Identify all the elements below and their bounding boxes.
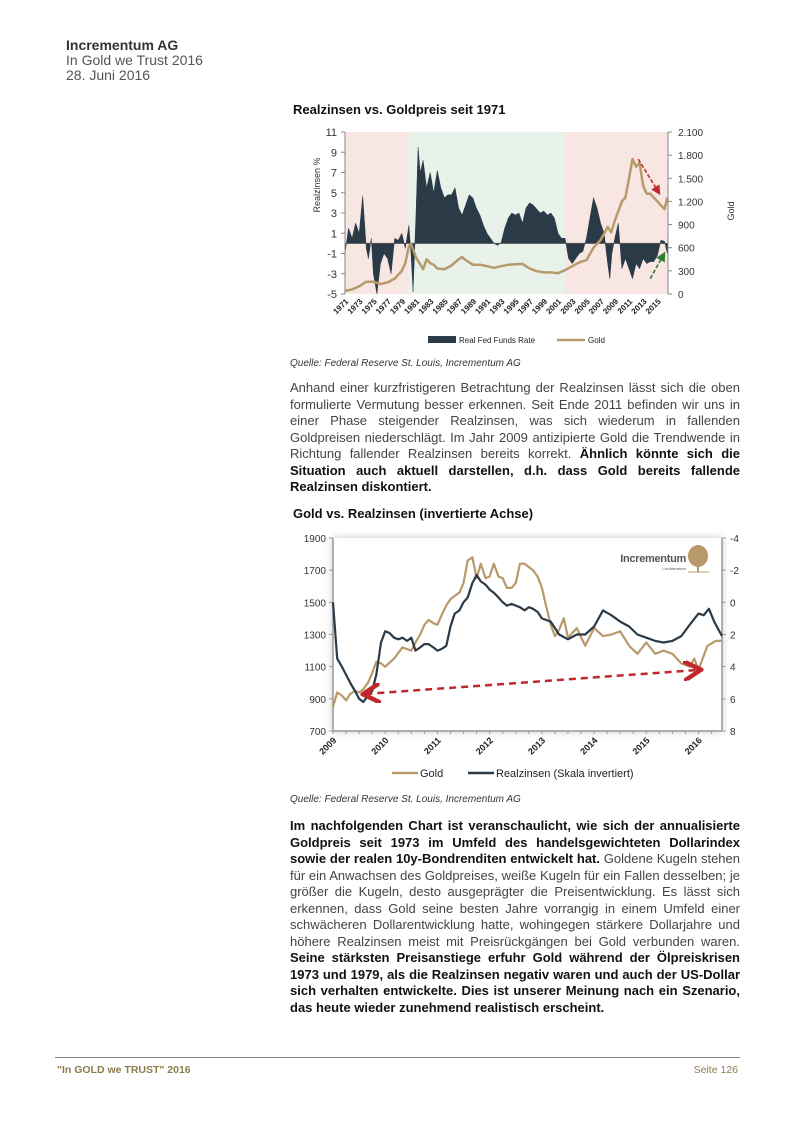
chart1-y-tick-label: 7 [330, 167, 337, 180]
chart1-y2-tick-label: 1.800 [678, 151, 704, 163]
chart2-y-tick-label: 700 [309, 727, 326, 738]
chart1-x-tick-label: 2015 [643, 297, 663, 316]
chart2-title: Gold vs. Realzinsen (invertierte Achse) [293, 506, 534, 521]
chart2-y-tick-label: 1500 [303, 598, 326, 610]
chart2-x-tick-label: 2013 [526, 735, 548, 757]
chart1-x-tick-label: 1987 [445, 297, 464, 316]
chart1-y-tick-label: -1 [327, 248, 337, 261]
chart1-y2-tick-label: 1.500 [678, 174, 704, 186]
publication-title: In Gold we Trust 2016 [66, 52, 203, 68]
chart1-y2-tick-label: 2.100 [678, 128, 704, 139]
company-name: Incrementum AG [66, 37, 179, 53]
chart2-y2-tick-label: 8 [730, 727, 736, 738]
chart2-y-tick-label: 900 [309, 694, 326, 706]
chart1-y2-tick-label: 1.200 [678, 197, 704, 209]
chart1-y-tick-label: 5 [330, 187, 337, 200]
chart1-x-tick-label: 1983 [416, 297, 436, 316]
chart1-x-tick-label: 2007 [587, 297, 606, 316]
chart1-source: Quelle: Federal Reserve St. Louis, Incrementum AG [290, 358, 521, 369]
chart2-source: Quelle: Federal Reserve St. Louis, Incrementum AG [290, 794, 521, 805]
paragraph-1-bold: Ähnlich könnte sich die Situation auch aktuell darstellen, d.h. dass Gold bereits fallende Realzinsen diskontiert. [290, 446, 740, 494]
tree-trunk-icon [697, 564, 699, 572]
chart2-legend-label-gold: Gold [420, 768, 444, 780]
chart1-x-tick-label: 2005 [572, 297, 592, 316]
paragraph-1 [290, 380, 740, 496]
chart2-x-tick-label: 2014 [578, 735, 600, 757]
chart1-x-tick-label: 1979 [388, 297, 408, 316]
chart1-y-tick-label: 9 [330, 147, 337, 160]
chart2-y2-tick-label: 0 [730, 598, 736, 610]
paragraph-1-text: Anhand einer kurzfristigeren Betrachtung der Realzinsen lässt sich die oben formulierte Vermutung besser erkennen. Seit Ende 2011 befinden wir uns in einer Phase steigender Realzinsen, was sich wiederum in fallenden Goldpreisen niederschlägt. Im Jahr 2009 antizipierte Gold die Trendwende in Richtung fallender Realzinsen bereits korrekt. [290, 380, 740, 461]
chart2-y2-tick-label: -2 [730, 566, 739, 578]
chart1-x-tick-label: 1975 [359, 297, 379, 316]
chart1-x-tick-label: 1985 [430, 297, 450, 316]
paragraph-2 [290, 818, 740, 1016]
publication-date: 28. Juni 2016 [66, 67, 151, 83]
chart1-x-tick-label: 1991 [473, 297, 493, 316]
paragraph-2-bold-conclusion: Seine stärksten Preisanstiege erfuhr Gold während der Ölpreiskrisen 1973 und 1979, als die Realzinsen negativ waren und auch der US-Dollar sich verhalten entwickelte. Dies ist unserer Meinung nach ein Szenario, das heute wieder zunehmend realistisch erscheint. [290, 950, 740, 1015]
chart2-x-tick-label: 2015 [630, 735, 652, 757]
tree-icon [688, 545, 708, 567]
chart2-x-tick-label: 2010 [369, 735, 391, 757]
chart1-y-tick-label: 1 [330, 228, 337, 241]
chart1-y2-tick-label: 0 [678, 290, 684, 301]
chart1-x-tick-label: 1989 [459, 297, 479, 316]
chart1-legend-label-gold: Gold [588, 336, 605, 345]
chart1-y-tick-label: 11 [325, 127, 337, 139]
chart1-x-tick-label: 1993 [487, 297, 507, 316]
chart2-legend-label-realzinsen: Realzinsen (Skala invertiert) [496, 768, 634, 780]
chart1-x-tick-label: 2009 [601, 297, 621, 316]
document-header [66, 38, 203, 83]
chart1-y2-tick-label: 300 [678, 266, 695, 278]
chart1-x-tick-label: 1981 [402, 297, 422, 316]
chart1-realzinsen-vs-gold [290, 122, 760, 362]
chart1-y-tick-label: 3 [330, 208, 337, 220]
chart2-y2-tick-label: -4 [730, 534, 739, 545]
chart2-y-tick-label: 1300 [303, 630, 326, 642]
chart1-x-tick-label: 1997 [516, 297, 535, 316]
logo-subtitle: Liechtenstein [662, 566, 686, 571]
chart2-x-tick-label: 2016 [682, 735, 704, 757]
chart1-x-tick-label: 1977 [374, 297, 394, 316]
chart1-y2-axis-label: Gold [726, 201, 736, 221]
chart2-y-tick-label: 1900 [303, 534, 326, 545]
chart2-gold-vs-realzinsen [288, 528, 758, 790]
chart2-x-tick-label: 2009 [317, 735, 339, 757]
chart1-y2-tick-label: 900 [678, 220, 695, 232]
footer-divider [55, 1057, 740, 1058]
chart1-title: Realzinsen vs. Goldpreis seit 1971 [293, 102, 506, 117]
footer-page-number: Seite 126 [693, 1064, 738, 1076]
chart1-y2-tick-label: 600 [678, 243, 695, 255]
chart1-x-tick-label: 2003 [558, 297, 578, 316]
chart2-y-tick-label: 1100 [304, 662, 326, 674]
chart1-legend-swatch-real-rate [428, 336, 456, 343]
chart1-x-tick-label: 1999 [530, 297, 550, 316]
chart2-y2-tick-label: 6 [730, 694, 736, 706]
chart2-y2-tick-label: 2 [730, 630, 736, 642]
chart1-y-axis-label: Realzinsen % [312, 157, 322, 213]
chart2-y2-tick-label: 4 [730, 662, 736, 674]
chart1-y-tick-label: -3 [327, 268, 337, 281]
chart1-x-tick-label: 1995 [501, 297, 521, 316]
chart2-y-tick-label: 1700 [303, 566, 326, 578]
chart1-x-tick-label: 2013 [629, 297, 649, 316]
chart2-x-tick-label: 2011 [421, 735, 443, 757]
chart1-x-tick-label: 1973 [345, 297, 365, 316]
paragraph-2-text: Goldene Kugeln stehen für ein Anwachsen des Goldpreises, weiße Kugeln für ein Fallen desselben; je größer die Kugeln, desto ausgeprägter die Preisentwicklung. Es lässt sich erkennen, dass Gold seine besten Jahre vorrangig in einem Umfeld einer schwächeren Dollarentwicklung hatte, wohingegen stärkere Dollarjahre und höhere Realzinsen meist mit Preisrückgängen bei Gold verbunden waren. [290, 851, 740, 949]
chart1-x-tick-label: 1971 [331, 297, 351, 316]
chart1-y-tick-label: -5 [327, 289, 337, 301]
chart1-legend-label-real-rate: Real Fed Funds Rate [459, 336, 536, 345]
footer-publication: "In GOLD we TRUST" 2016 [57, 1064, 191, 1076]
chart1-x-tick-label: 2011 [615, 297, 635, 316]
logo-name: Incrementum [620, 553, 686, 565]
chart2-x-tick-label: 2012 [473, 735, 496, 757]
chart1-x-tick-label: 2001 [544, 297, 564, 316]
paragraph-2-bold-intro: Im nachfolgenden Chart ist veranschaulicht, wie sich der annualisierte Goldpreis seit 1973 im Umfeld des handelsgewichteten Dollarindex sowie der realen 10y-Bondrenditen entwickelt hat. [290, 818, 740, 866]
